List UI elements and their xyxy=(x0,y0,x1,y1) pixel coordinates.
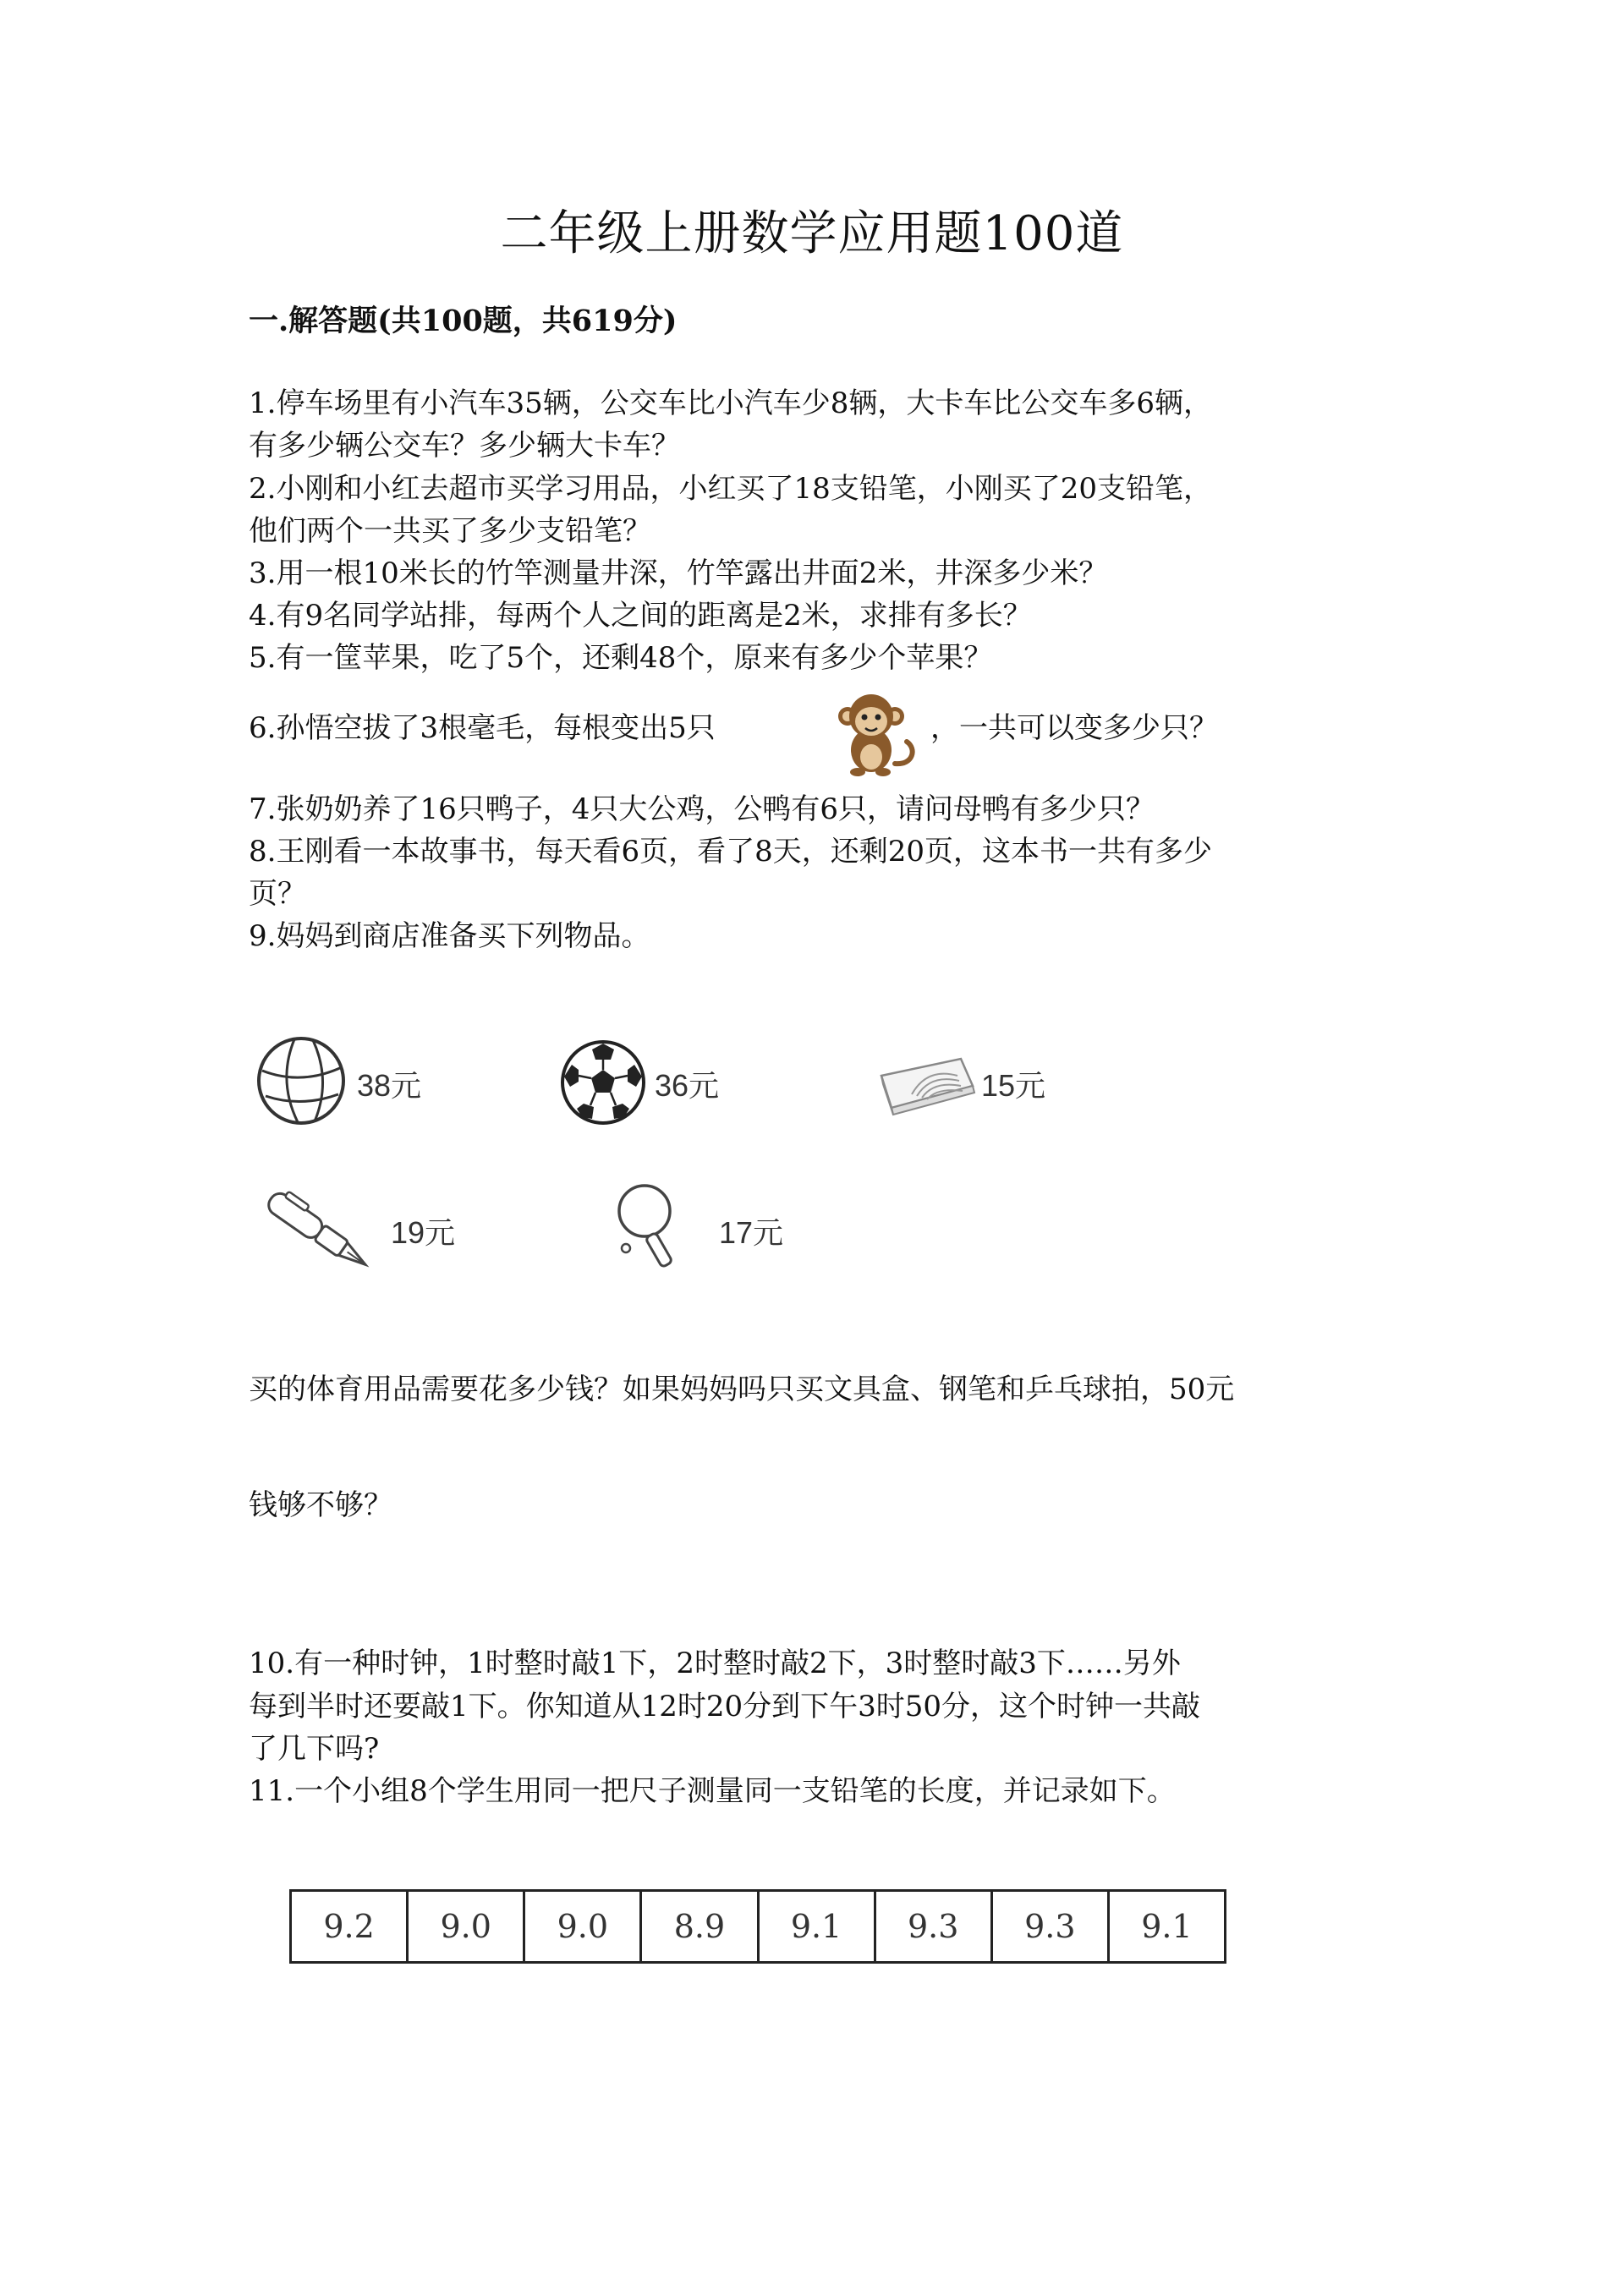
soccer-ball-icon xyxy=(558,1038,648,1127)
question-9: 9.妈妈到商店准备买下列物品。 xyxy=(249,919,650,953)
measurement-cell: 9.2 xyxy=(292,1892,409,1961)
measurement-cell: 9.1 xyxy=(760,1892,876,1961)
question-4: 4.有9名同学站排，每两个人之间的距离是2米，求排有多长？ xyxy=(249,599,1032,633)
question-2-line-1: 2.小刚和小红去超市买学习用品，小红买了18支铅笔，小刚买了20支铅笔， xyxy=(249,472,1212,506)
question-7: 7.张奶奶养了16只鸭子，4只大公鸡，公鸭有6只，请问母鸭有多少只？ xyxy=(249,792,1155,826)
monkey-icon xyxy=(829,689,922,778)
question-3: 3.用一根10米长的竹竿测量井深，竹竿露出井面2米，井深多少米？ xyxy=(249,556,1108,590)
measurement-table xyxy=(289,1889,1226,1964)
soccer-ball-price: 36元 xyxy=(655,1068,720,1103)
ping-pong-paddle-price: 17元 xyxy=(719,1215,784,1250)
ping-pong-paddle-icon xyxy=(614,1181,685,1274)
question-6-part-2: ，一共可以变多少只？ xyxy=(930,711,1218,745)
measurement-cell: 9.3 xyxy=(993,1892,1110,1961)
question-2-line-2: 他们两个一共买了多少支铅笔？ xyxy=(249,514,651,548)
question-6-part-1: 6.孙悟空拔了3根毫毛，每根变出5只 xyxy=(249,711,716,745)
question-10-line-1: 10.有一种时钟，1时整时敲1下，2时整时敲2下，3时整时敲3下……另外 xyxy=(249,1647,1181,1680)
question-10-line-2: 每到半时还要敲1下。你知道从12时20分到下午3时50分，这个时钟一共敲 xyxy=(249,1690,1201,1723)
measurement-cell: 9.3 xyxy=(876,1892,993,1961)
question-9-follow-line-2: 钱够不够？ xyxy=(249,1488,392,1522)
pencil-box-price: 15元 xyxy=(981,1068,1046,1103)
measurement-cell: 9.1 xyxy=(1141,1908,1193,1945)
question-1-line-2: 有多少辆公交车？多少辆大卡车？ xyxy=(249,429,680,463)
page-title: 二年级上册数学应用题100道 xyxy=(500,206,1124,261)
section-heading: 一.解答题(共100题，共619分) xyxy=(249,304,678,338)
fountain-pen-icon xyxy=(252,1177,381,1285)
question-8-line-1: 8.王刚看一本故事书，每天看6页，看了8天，还剩20页，这本书一共有多少 xyxy=(249,835,1212,869)
question-1-line-1: 1.停车场里有小汽车35辆，公交车比小汽车少8辆，大卡车比公交车多6辆， xyxy=(249,386,1212,420)
question-10-line-3: 了几下吗? xyxy=(249,1732,380,1766)
question-5: 5.有一筐苹果，吃了5个，还剩48个，原来有多少个苹果？ xyxy=(249,641,993,675)
fountain-pen-price: 19元 xyxy=(391,1215,456,1250)
basketball-price: 38元 xyxy=(357,1068,422,1103)
basketball-icon xyxy=(254,1033,348,1128)
measurement-cell: 9.0 xyxy=(409,1892,525,1961)
question-9-follow-line-1: 买的体育用品需要花多少钱？如果妈妈吗只买文具盒、钢笔和乒乓球拍，50元 xyxy=(249,1373,1235,1406)
question-8-line-2: 页？ xyxy=(249,877,306,911)
measurement-cell: 9.0 xyxy=(525,1892,642,1961)
pencil-box-icon xyxy=(876,1052,978,1120)
measurement-cell: 8.9 xyxy=(642,1892,759,1961)
question-11: 11.一个小组8个学生用同一把尺子测量同一支铅笔的长度，并记录如下。 xyxy=(249,1774,1176,1808)
